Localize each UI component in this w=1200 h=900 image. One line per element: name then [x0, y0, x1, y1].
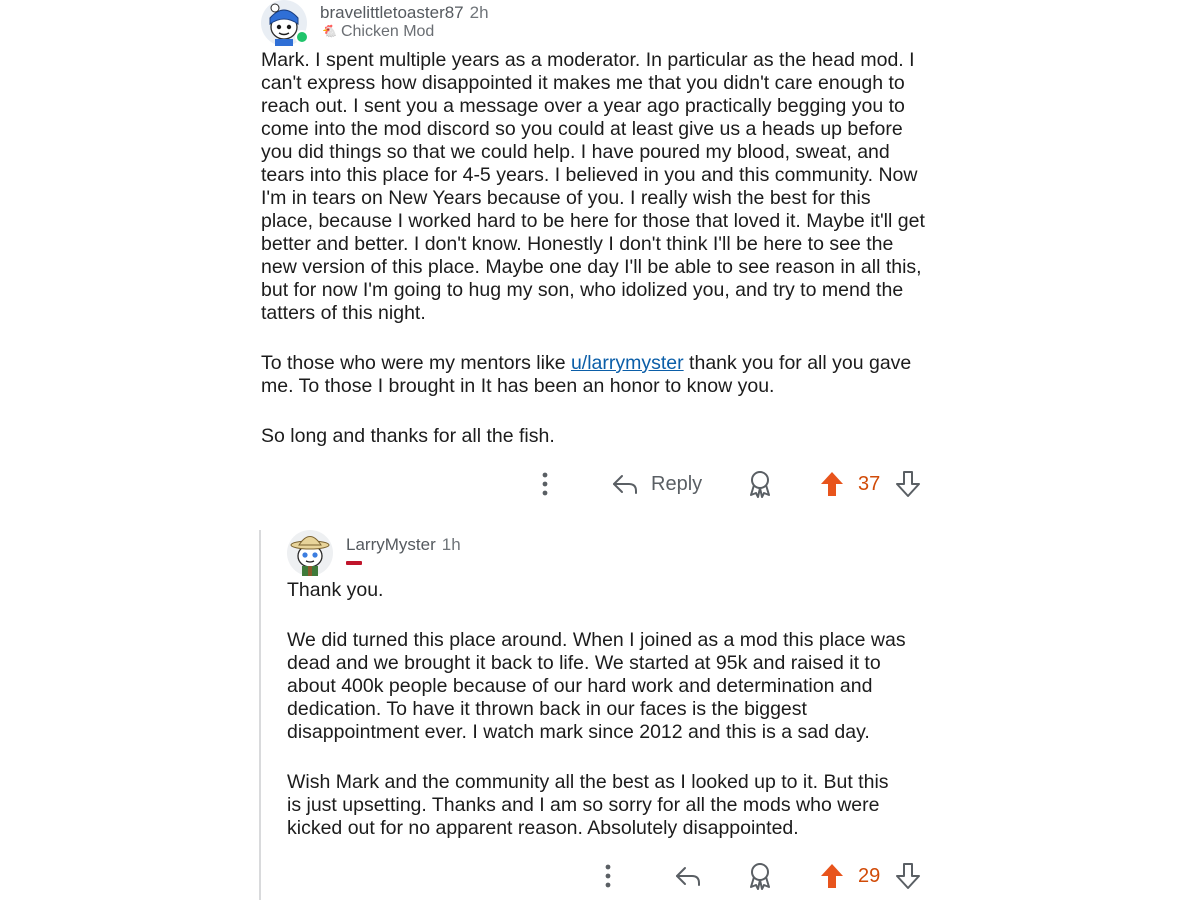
downvote-arrow-icon	[895, 470, 921, 498]
flair-text: Chicken Mod	[340, 23, 435, 40]
more-options-button[interactable]	[596, 856, 620, 896]
more-vertical-icon	[542, 472, 548, 496]
author-name[interactable]: bravelittletoaster87	[320, 3, 464, 22]
award-icon	[747, 862, 773, 890]
reply-arrow-icon	[674, 864, 702, 888]
comment-body	[287, 579, 907, 840]
award-icon	[747, 470, 773, 498]
avatar-larrymyster[interactable]	[287, 530, 333, 576]
comment-paragraph: Thank you.	[287, 579, 384, 601]
comment-paragraph: Wish Mark and the community all the best as I looked up to it. But this is just upsetting. Thanks and I am so sorry for all the mods who were kicked out for no apparent reason. Absolutely disappointed.	[287, 771, 889, 839]
user-flair	[322, 23, 434, 41]
award-button[interactable]	[747, 856, 773, 896]
reply-button[interactable]	[611, 464, 702, 504]
author-name[interactable]: LarryMyster	[346, 535, 436, 554]
more-vertical-icon	[605, 864, 611, 888]
snoo-avatar-icon	[287, 530, 333, 576]
thread-line[interactable]	[259, 530, 261, 900]
downvote-button[interactable]	[895, 856, 921, 896]
reply-arrow-icon	[611, 472, 639, 496]
upvote-button[interactable]	[819, 856, 845, 896]
reply-button[interactable]	[674, 856, 702, 896]
comment-author[interactable]	[346, 535, 461, 555]
award-button[interactable]	[747, 464, 773, 504]
reply-label: Reply	[651, 472, 703, 495]
user-mention-link[interactable]: u/larrymyster	[570, 352, 684, 374]
chicken-icon: 🐔	[322, 24, 337, 38]
upvote-arrow-icon	[819, 862, 845, 890]
online-status-icon	[295, 30, 309, 44]
upvote-arrow-icon	[819, 470, 845, 498]
comment-paragraph: We did turned this place around. When I joined as a mod this place was dead and we brought it back to life. We started at 95k and raised it to about 400k people because of our hard work and determination and dedication. To have it thrown back in our faces is the biggest disappointment ever. I watch mark since 2012 and this is a sad day.	[287, 629, 906, 743]
comment-paragraph-closing: So long and thanks for all the fish.	[261, 425, 555, 447]
downvote-button[interactable]	[895, 464, 921, 504]
user-badge-icon	[346, 561, 362, 565]
comment-timestamp: 2h	[469, 3, 489, 22]
comment-body	[261, 49, 926, 448]
comment-paragraph: Mark. I spent multiple years as a moderator. In particular as the head mod. I can't express how disappointed it makes me that you didn't care enough to reach out. I sent you a message over a year ago practically begging you to come into the mod discord so you could at least give us a heads up before you did things so that we could help. I have poured my blood, sweat, and tears into this place for 4-5 years. I believed in you and this community. Now I'm in tears on New Years because of you. I really wish the best for this place, because I worked hard to be here for those that loved it. Maybe it'll get better and better. I don't know. Honestly I don't think I'll be here to see the new version of this place. Maybe one day I'll be able to see reason in all this, but for now I'm going to hug my son, who idolized you, and try to mend the tatters of this night.	[261, 49, 925, 324]
comment-paragraph-mention	[261, 352, 926, 398]
more-options-button[interactable]	[533, 464, 557, 504]
mention-suffix: thank you for all you gave me. To those I brought in It has been an honor to know you.	[261, 352, 912, 397]
upvote-button[interactable]	[819, 464, 845, 504]
comment-timestamp: 1h	[441, 535, 461, 554]
vote-count: 37	[858, 472, 881, 495]
avatar-bravelittletoaster87[interactable]	[261, 0, 307, 46]
comment-author[interactable]	[320, 3, 489, 23]
mention-prefix: To those who were my mentors like	[261, 352, 571, 374]
downvote-arrow-icon	[895, 862, 921, 890]
vote-count: 29	[858, 864, 881, 887]
